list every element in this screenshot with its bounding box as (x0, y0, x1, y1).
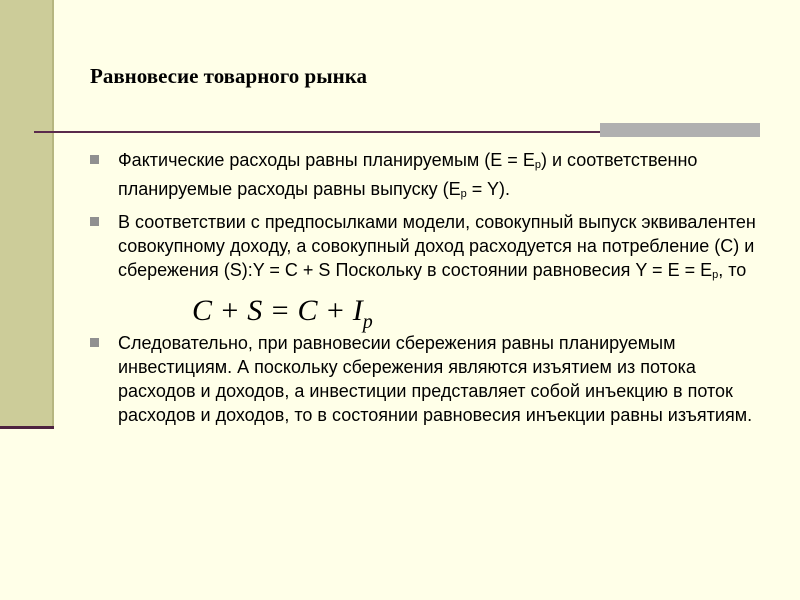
bullet-square-icon (90, 217, 99, 226)
bullet-item-2 (88, 210, 768, 287)
left-decor-bar (0, 0, 54, 426)
bullet-3-text: Следовательно, при равновесии сбережения равны планируемым инвестициям. А поскольку сбережения являются изъятием из потока расходов и доходов, а инвестиции представляет собой инъекцию в поток расходов и доходов, то в состоянии равновесия инъекции равны изъятиям. (118, 333, 753, 425)
bullet-1-text-c: = Y). (466, 179, 510, 199)
bullet-2-text-b: , то (718, 260, 747, 280)
equilibrium-formula (88, 291, 768, 331)
bullet-2-text-a: В соответствии с предпосылками модели, совокупный выпуск эквивалентен совокупному доходу, а совокупный доход расходуется на потребление (C) и сбережения (S):Y = C + S Поскольку в состоянии равновесия Y = E = E (118, 212, 756, 280)
bullet-item-3 (88, 331, 768, 427)
formula-subscript: p (362, 311, 373, 333)
bullet-1-sub-a: p (534, 159, 541, 171)
bullet-2-sub: p (712, 269, 719, 281)
slide-title: Равновесие товарного рынка (90, 64, 368, 88)
bullet-1-sub-b: p (460, 188, 467, 200)
slide-content (88, 148, 768, 431)
formula-main: C + S = C + I (192, 294, 363, 327)
bullet-1-text-a: Фактические расходы равны планируемым (E = E (118, 150, 535, 170)
bullet-1-text-b: ) и соответственно планируемые расходы равны выпуску (E (118, 150, 698, 199)
bullet-square-icon (90, 338, 99, 347)
bullet-item-1 (88, 148, 768, 206)
bullet-square-icon (90, 155, 99, 164)
divider-accent-box (600, 123, 760, 137)
left-decor-line (0, 426, 54, 429)
